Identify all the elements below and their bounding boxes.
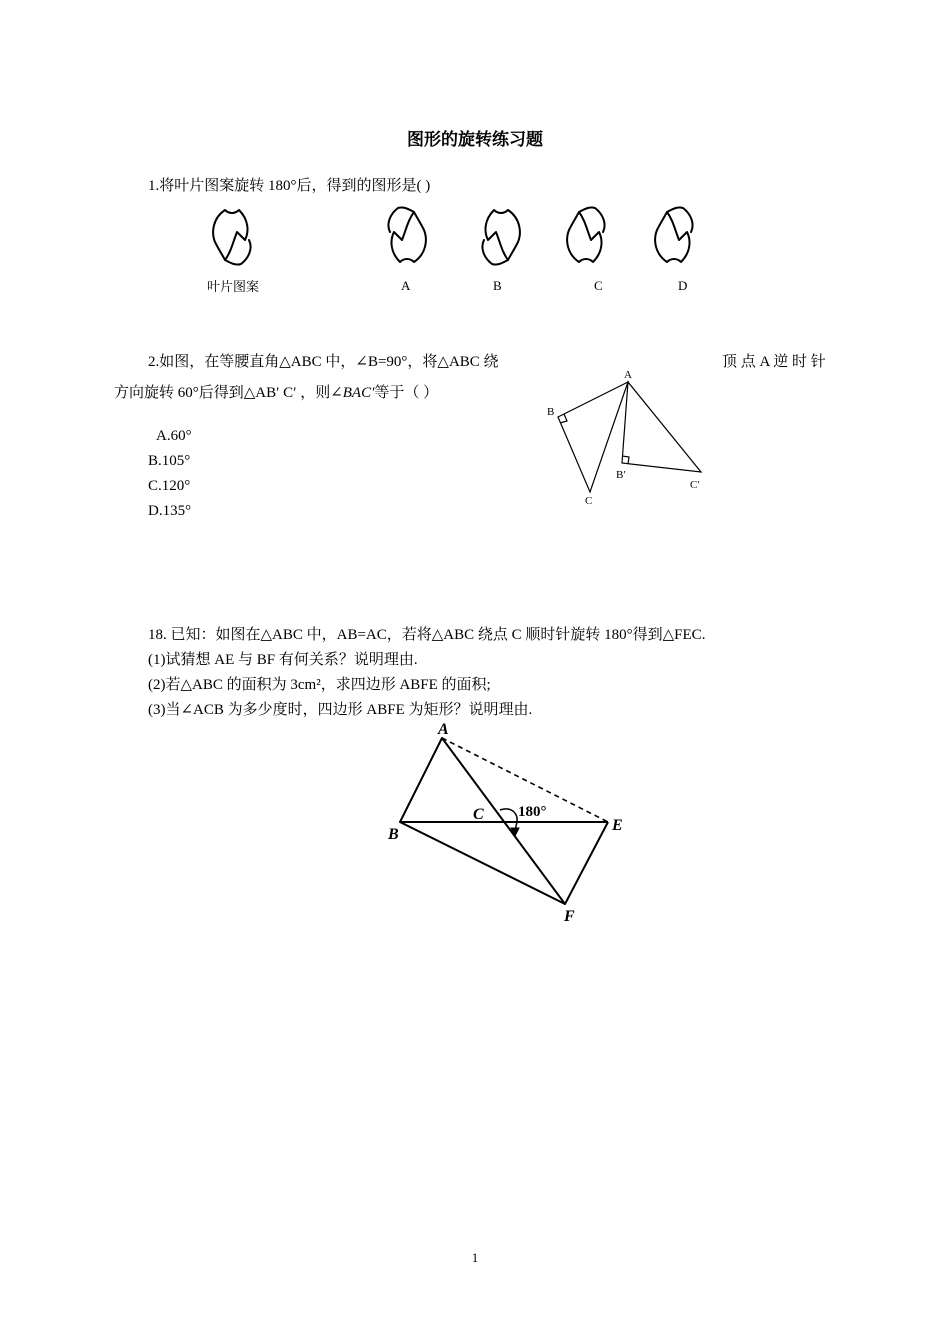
q2-figure [540,365,715,510]
q2-line1-mid: B=90°，将△ABC 绕 [367,354,499,370]
label-c: C [585,495,593,507]
leaf-option-c-icon [567,207,604,262]
q2-line1-left: 2.如图，在等腰直角△ABC 中， [148,354,356,370]
leaf-option-a-icon [388,207,425,262]
label-b: B [388,826,399,843]
leaf-original-icon [213,210,250,265]
q18-part-1: (1)试猜想 AE 与 BF 有何关系？说明理由. [148,652,418,668]
q18-intro: 18. 已知：如图在△ABC 中，AB=AC，若将△ABC 绕点 C 顺时针旋转 180°得到△FEC. [148,627,706,643]
leaf-option-d-label: D [678,278,688,293]
q2-line2 [114,383,438,403]
q2-line2-right: 等于（ ） [374,385,439,401]
leaf-option-a-label: A [401,278,411,293]
label-c-prime: C′ [690,479,700,491]
q18-figure [380,718,640,928]
q18-part-3: (3)当∠ACB 为多少度时，四边形 ABFE 为矩形？说明理由. [148,702,533,718]
q1-figure [200,198,705,298]
label-b-prime: B′ [616,469,626,481]
leaf-figures [200,198,705,298]
page-title: 图形的旋转练习题 [407,130,543,150]
q2-option-c: C.120° [148,478,191,494]
label-e: E [612,817,623,834]
leaf-original-label: 叶片图案 [207,280,260,295]
q1-text: 1.将叶片图案旋转 180°后，得到的图形是( ) [148,178,431,194]
leaf-option-d-icon [655,207,692,262]
q2-angle-symbol: ∠ [355,354,368,370]
q2-line1-right: 顶 点 A 逆 时 针 [722,354,826,370]
leaf-option-b-label: B [493,278,502,293]
parallelogram-figure [380,718,640,928]
dashed-bf [400,822,565,904]
label-a: A [438,721,449,738]
rotation-triangles-figure [540,365,715,510]
label-b: B [547,406,555,418]
triangle-ab1c1 [622,382,701,472]
label-180-degrees: 180° [518,804,547,820]
q2-option-b: B.105° [148,453,191,469]
leaf-option-c-label: C [594,278,603,293]
q2-expression: ∠BAC′ [330,385,375,401]
q2-line2-left: 方向旋转 60°后得到△AB′ C′ ，则 [114,385,331,401]
q2-option-a: A.60° [156,428,192,444]
label-c: C [473,806,484,823]
q2-option-d: D.135° [148,503,192,519]
line-ef [565,822,608,904]
q18-part-2: (2)若△ABC 的面积为 3cm²，求四边形 ABFE 的面积; [148,677,491,693]
label-a: A [624,369,632,381]
label-f: F [564,908,575,925]
leaf-option-b-icon [482,210,519,265]
page-number: 1 [471,1250,479,1265]
q2-line1 [148,352,499,372]
